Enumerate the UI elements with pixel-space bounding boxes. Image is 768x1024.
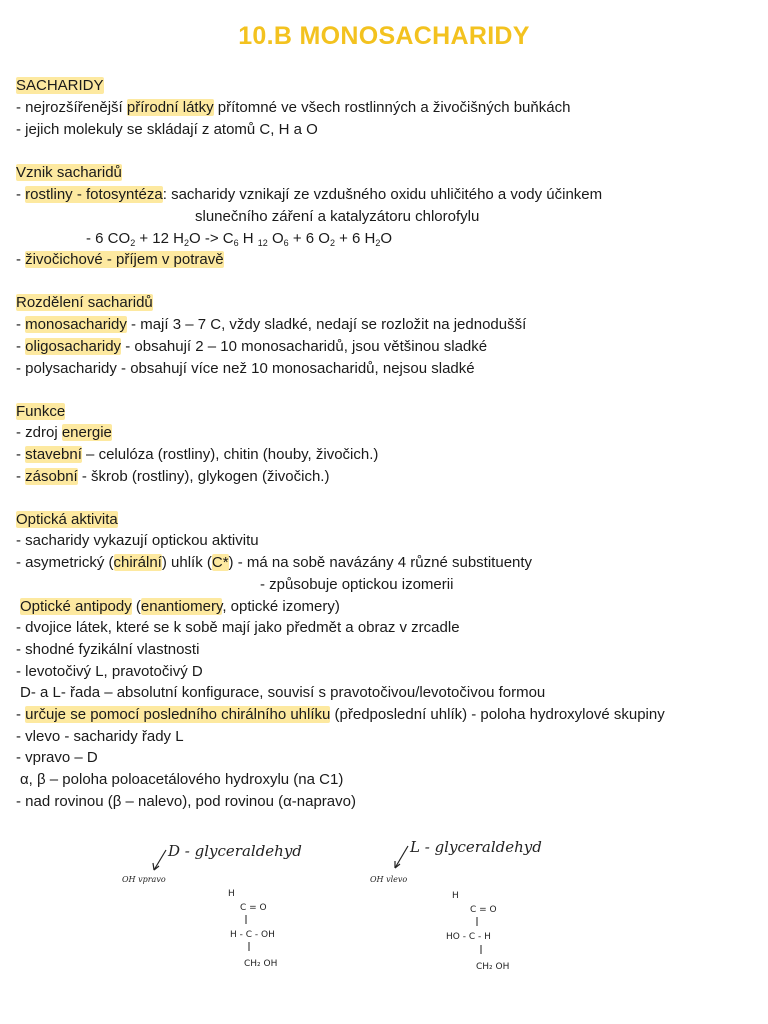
text-line: - sacharidy vykazují optickou aktivitu (16, 532, 259, 549)
text-line: D- a L- řada – absolutní konfigurace, souvisí s pravotočivou/levotočivou formou (20, 684, 546, 701)
formula-row: H - C - OH (230, 930, 275, 940)
section-heading-opticka-aktivita: Optická aktivita (16, 511, 118, 528)
formula-row: HO - C - H (446, 932, 491, 942)
section-heading-vznik: Vznik sacharidů (16, 164, 122, 181)
arrow-line (154, 850, 166, 870)
oh-vlevo-note: OH vlevo (370, 875, 408, 884)
l-glyceraldehyde-sketch (370, 838, 542, 972)
text-line: - stavební – celulóza (rostliny), chitin (houby, živočich.) (16, 446, 379, 463)
text-line: - dvojice látek, které se k sobě mají jako předmět a obraz v zrcadle (16, 619, 460, 636)
photosynthesis-equation: - 6 $CO_2 + 12$ $H_2O -> C_6$ H $_{12}$ $O_6 + 6$ $O_2 + 6$ $H_2O$ (86, 230, 393, 248)
text-line: - nejrozšířenější přírodní látky přítomné ve všech rostlinných a živočišných buňkách (16, 99, 571, 116)
text-line: - způsobuje optickou izomerii (260, 576, 454, 593)
text-line: Optické antipody (enantiomery, optické izomery) (20, 598, 340, 615)
text-line: - polysacharidy - obsahují více než 10 monosacharidů, nejsou sladké (16, 360, 475, 377)
text-line: - oligosacharidy - obsahují 2 – 10 monosacharidů, jsou většinou sladké (16, 338, 488, 355)
section-heading-funkce: Funkce (16, 403, 66, 420)
glyceraldehyde-drawings (0, 820, 768, 1020)
oh-vpravo-note: OH vpravo (122, 875, 166, 884)
text-line: - živočichové - příjem v potravě (16, 251, 224, 268)
text-line: α, β – poloha poloacetálového hydroxylu (na C1) (20, 771, 344, 788)
text-line: - asymetrický (chirální) uhlík (C*) - má na sobě navázány 4 různé substituenty (16, 554, 533, 571)
section-heading-rozdeleni: Rozdělení sacharidů (16, 294, 153, 311)
text-line: - zásobní - škrob (rostliny), glykogen (živočich.) (16, 468, 330, 485)
text-line: - vlevo - sacharidy řady L (16, 728, 184, 745)
text-line: - levotočivý L, pravotočivý D (16, 663, 203, 680)
text-line: slunečního záření a katalyzátoru chlorofylu (195, 208, 480, 225)
d-glyceraldehyde-sketch (122, 842, 302, 969)
text-line: - nad rovinou (β – nalevo), pod rovinou (α-napravo) (16, 793, 356, 810)
formula-row: CH₂ OH (244, 959, 278, 969)
text-line: - monosacharidy - mají 3 – 7 C, vždy sladké, nedají se rozložit na jednodušší (16, 316, 527, 333)
text-line: - vpravo – D (16, 749, 98, 766)
text-line: - zdroj energie (16, 424, 112, 441)
formula-row: C = O (240, 903, 267, 913)
page-title: 10.B MONOSACHARIDY (238, 22, 530, 50)
l-glyceraldehyd-label: L - glyceraldehyd (410, 838, 542, 856)
text-line: - shodné fyzikální vlastnosti (16, 641, 200, 658)
text-line: - jejich molekuly se skládají z atomů C, H a O (16, 121, 318, 138)
text-line: - určuje se pomocí posledního chirálního uhlíku (předposlední uhlík) - poloha hydroxylové skupiny (16, 706, 665, 723)
arrow-line (395, 846, 408, 868)
formula-row: H (228, 889, 235, 899)
formula-row: CH₂ OH (476, 962, 510, 972)
section-heading-sacharidy: SACHARIDY (16, 77, 104, 94)
formula-row: H (452, 891, 459, 901)
formula-row: C = O (470, 905, 497, 915)
text-line: - rostliny - fotosyntéza: sacharidy vznikají ze vzdušného oxidu uhličitého a vody účinkem (16, 186, 603, 203)
d-glyceraldehyd-label: D - glyceraldehyd (168, 842, 302, 860)
